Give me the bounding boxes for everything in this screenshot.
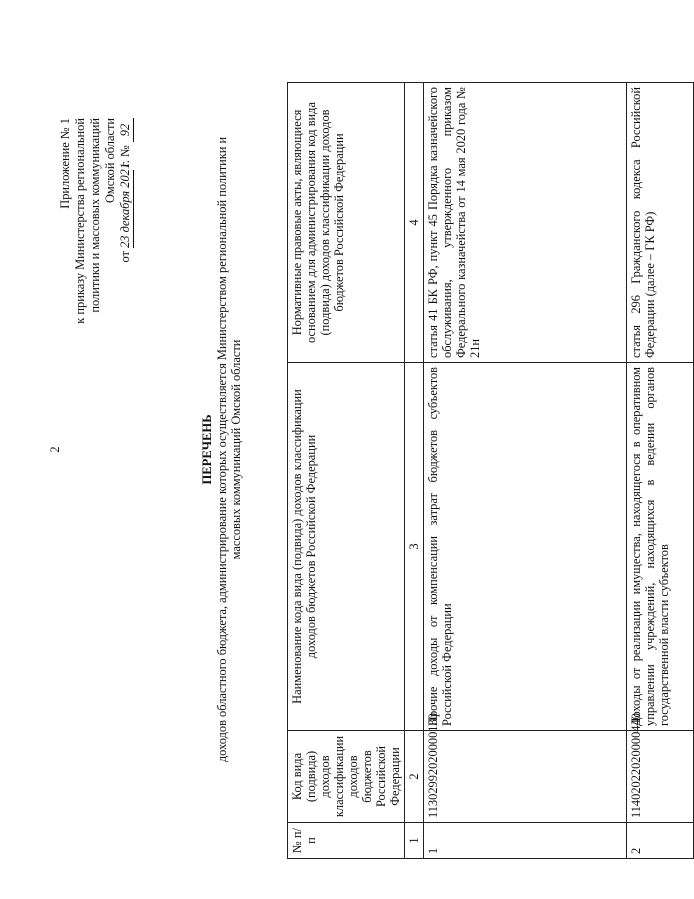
revenue-table — [287, 82, 694, 859]
header-cell-number: № п/п — [288, 823, 405, 859]
header-cell-name: Наименование кода вида (подвида) доходов классификации доходов бюджетов Российской Федерации — [288, 363, 405, 731]
appendix-date-line — [118, 118, 134, 358]
column-index-cell: 1 — [405, 823, 424, 859]
appendix-region-line: Омской области — [103, 118, 117, 204]
table-row — [627, 83, 694, 859]
column-index-cell: 4 — [405, 83, 424, 363]
date-prefix: от — [118, 251, 132, 263]
row-name: Доходы от реализации имущества, находящегося в оперативном управлении учреждений, находящихся в ведении органов государственной власти субъектов — [627, 363, 694, 731]
table-row — [424, 83, 627, 859]
appendix-title: Приложение № 1 — [58, 118, 72, 209]
document-heading — [200, 0, 243, 899]
table-header-row — [288, 83, 405, 859]
row-basis: статья 41 БК РФ, пункт 45 Порядка казначейского обслуживания, утвержденного приказом Федерального казначейства от 14 мая 2020 года № 21н — [424, 83, 627, 363]
appendix-order-line: к приказу Министерства региональной — [73, 118, 87, 324]
row-code: 11302992020000130 — [424, 731, 627, 823]
header-cell-code: Код вида (подвида) доходов классификации доходов бюджетов Российской Федерации — [288, 731, 405, 823]
document-subtitle: доходов областного бюджета, администрирование которых осуществляется Министерством региональной политики и массовых коммуникаций Омской области — [215, 136, 243, 763]
row-number: 1 — [424, 823, 627, 859]
row-basis: статья 296 Гражданского кодекса Российской Федерации (далее – ГК РФ) — [627, 83, 694, 363]
handwritten-date: 23 декабря 2021 — [118, 162, 132, 248]
row-code: 11402022020000440 — [627, 731, 694, 823]
number-prefix: г. № — [118, 145, 132, 167]
column-index-cell: 3 — [405, 363, 424, 731]
table-column-index-row — [405, 83, 424, 859]
appendix-ministry-line: политики и массовых коммуникаций — [88, 118, 102, 313]
handwritten-number: 92 — [118, 118, 134, 142]
appendix-block — [58, 118, 134, 358]
page-number: 2 — [48, 446, 62, 453]
row-number: 2 — [627, 823, 694, 859]
header-cell-basis: Нормативные правовые акты, являющиеся основанием для администрирования код вида (подвида) доходов классификации доходов бюджетов Российской Федерации — [288, 83, 405, 363]
row-name: Прочие доходы от компенсации затрат бюджетов субъектов Российской Федерации — [424, 363, 627, 731]
document-title: ПЕРЕЧЕНЬ — [200, 414, 214, 485]
column-index-cell: 2 — [405, 731, 424, 823]
